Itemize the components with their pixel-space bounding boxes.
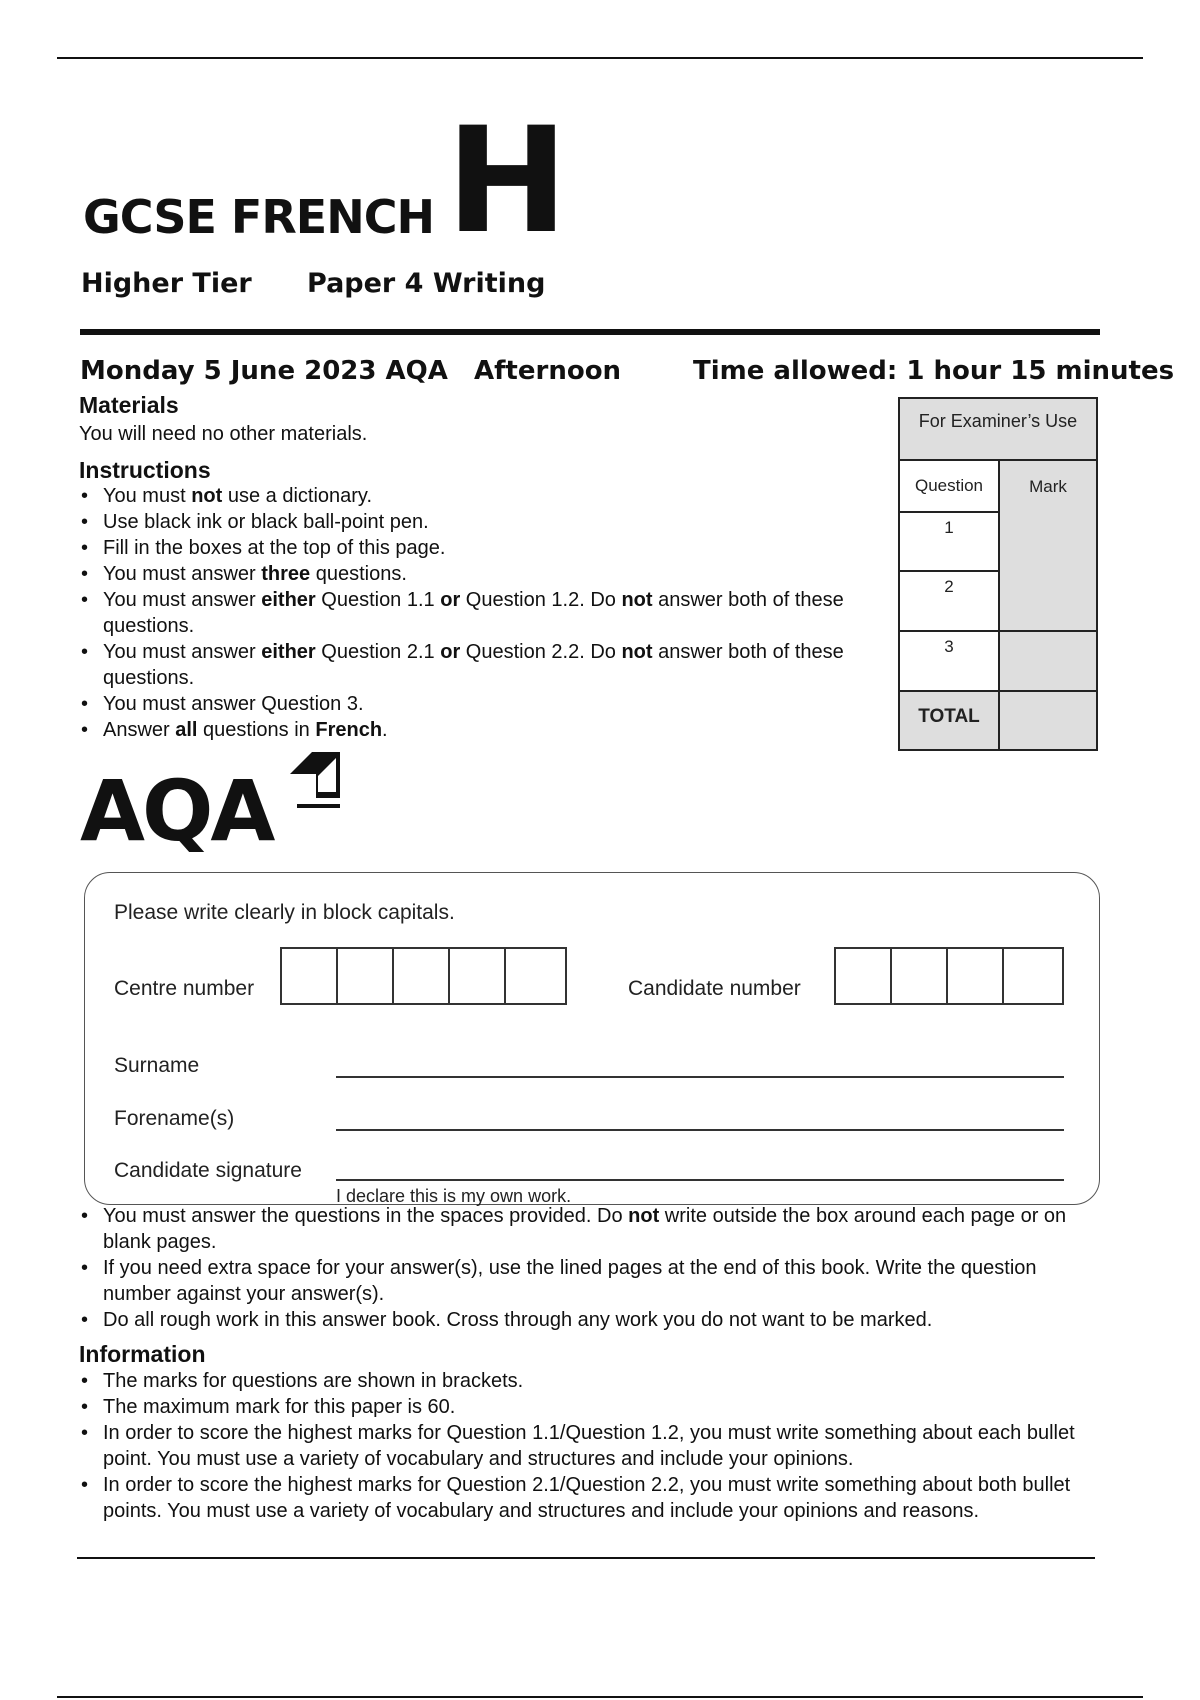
information-item: • In order to score the highest marks for Question 1.1/Question 1.2, you must write something about each bullet point. You must use a variety of vocabulary and structures and include your opinions. [79, 1420, 1119, 1472]
tier-letter: H [446, 96, 569, 266]
aqa-logo-mark [80, 752, 350, 852]
materials-text: You will need no other materials. [79, 423, 368, 445]
information-item: • The marks for questions are shown in brackets. [79, 1368, 1119, 1394]
total-mark-cell[interactable] [1000, 692, 1096, 749]
question-row-2: 2 [900, 572, 1000, 632]
examiner-title: For Examiner’s Use [900, 399, 1096, 461]
tier-label: Higher Tier [81, 268, 252, 299]
question-row-3: 3 [900, 632, 1000, 692]
centre-digit-box[interactable] [394, 949, 450, 1003]
centre-number-label: Centre number [114, 977, 255, 1000]
footer-rule-upper [77, 1557, 1095, 1559]
instruction-item: • You must answer either Question 1.1 or Question 1.2. Do not answer both of these questions. [79, 587, 899, 639]
header-rule [80, 329, 1100, 335]
information-item: • The maximum mark for this paper is 60. [79, 1394, 1119, 1420]
instruction-item: • You must answer either Question 2.1 or Question 2.2. Do not answer both of these questions. [79, 639, 899, 691]
mark-cell-1-2 [1000, 513, 1096, 632]
candidate-digit-box[interactable] [836, 949, 892, 1003]
centre-digit-box[interactable] [506, 949, 565, 1003]
col-question-header: Question [900, 461, 1000, 513]
forename-line[interactable] [336, 1129, 1064, 1131]
mark-cell-3[interactable] [1000, 632, 1096, 692]
materials-heading: Materials [79, 392, 179, 418]
instructions-list [79, 483, 899, 743]
signature-label: Candidate signature [114, 1159, 302, 1182]
svg-text:AQA: AQA [80, 762, 273, 852]
footer-rule-lower [57, 1696, 1143, 1698]
col-mark-header: Mark [1029, 477, 1067, 496]
total-label: TOTAL [900, 692, 1000, 749]
candidate-digit-box[interactable] [1004, 949, 1062, 1003]
instruction-item: • Answer all questions in French. [79, 717, 899, 743]
candidate-digit-box[interactable] [948, 949, 1004, 1003]
instructions-heading: Instructions [79, 457, 211, 483]
top-rule [57, 57, 1143, 59]
candidate-digit-box[interactable] [892, 949, 948, 1003]
surname-label: Surname [114, 1054, 200, 1077]
instruction-item: • You must answer Question 3. [79, 691, 899, 717]
signature-line[interactable] [336, 1179, 1064, 1181]
centre-digit-box[interactable] [282, 949, 338, 1003]
aqa-logo [80, 752, 350, 857]
exam-session: Afternoon [474, 356, 622, 386]
block-capitals-prompt: Please write clearly in block capitals. [114, 901, 455, 924]
information-list [79, 1368, 1119, 1524]
surname-line[interactable] [336, 1076, 1064, 1078]
instruction-item: • You must not use a dictionary. [79, 483, 899, 509]
subject-title: GCSE FRENCH [83, 190, 434, 244]
instruction-item: • Use black ink or black ball-point pen. [79, 509, 899, 535]
paper-label: Paper 4 Writing [307, 268, 546, 299]
instruction-item: • Fill in the boxes at the top of this page. [79, 535, 899, 561]
instruction-item: • You must answer three questions. [79, 561, 899, 587]
candidate-number-label: Candidate number [628, 977, 801, 1000]
instruction-item: • Do all rough work in this answer book. Cross through any work you do not want to be marked. [79, 1307, 1099, 1333]
centre-digit-box[interactable] [338, 949, 394, 1003]
exam-date: Monday 5 June 2023 AQA [80, 356, 448, 386]
centre-digit-box[interactable] [450, 949, 506, 1003]
time-allowed: Time allowed: 1 hour 15 minutes [693, 356, 1175, 386]
information-heading: Information [79, 1341, 206, 1367]
instruction-item: • If you need extra space for your answer(s), use the lined pages at the end of this book. Write the question number against your answer(s). [79, 1255, 1099, 1307]
declaration-text: I declare this is my own work. [336, 1186, 572, 1206]
examiner-table [898, 397, 1098, 751]
centre-number-boxes [280, 947, 567, 1005]
candidate-number-boxes [834, 947, 1064, 1005]
instructions-continued-list [79, 1203, 1099, 1333]
information-item: • In order to score the highest marks for Question 2.1/Question 2.2, you must write something about both bullet points. You must use a variety of vocabulary and structures and include your opinions and reasons. [79, 1472, 1119, 1524]
question-row-1: 1 [900, 513, 1000, 572]
forename-label: Forename(s) [114, 1107, 235, 1130]
instruction-item: • You must answer the questions in the spaces provided. Do not write outside the box around each page or on blank pages. [79, 1203, 1099, 1255]
